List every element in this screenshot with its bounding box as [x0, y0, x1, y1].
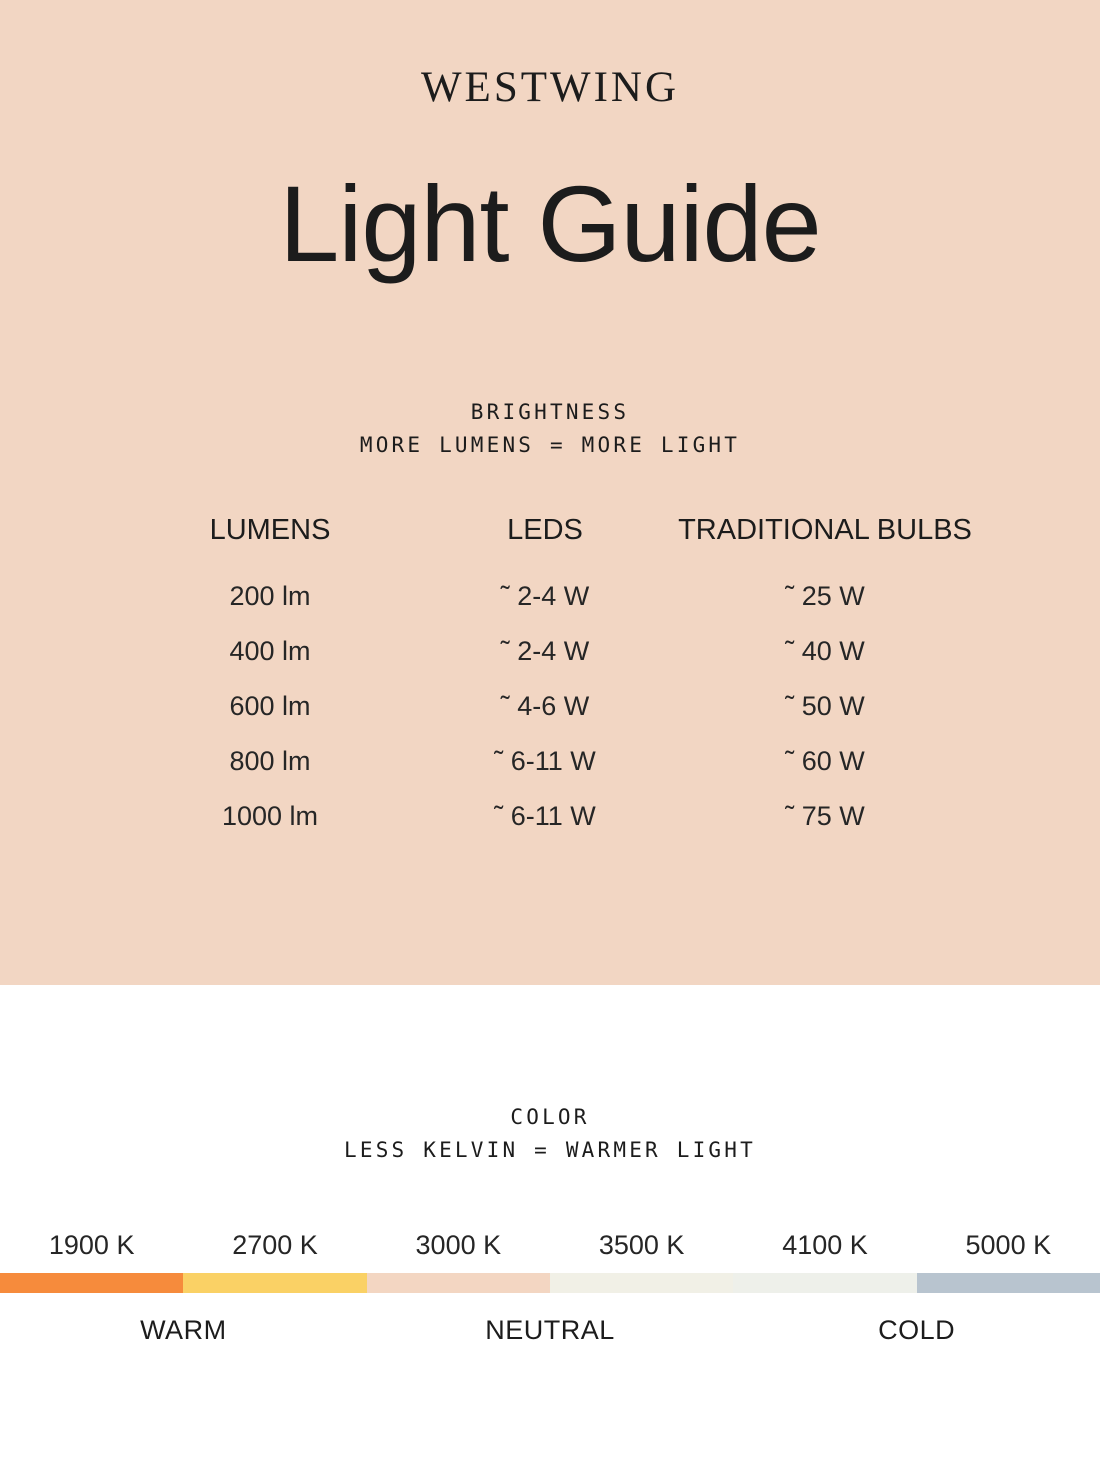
cell-lumens: 200 lm [229, 581, 311, 612]
cell-lumens: 600 lm [229, 691, 311, 722]
table-row [120, 679, 980, 734]
page-title: Light Guide [279, 163, 821, 284]
cell-leds: ˜ 6-11 W [494, 801, 596, 832]
gradient-segment-3500k [550, 1273, 733, 1293]
column-header-lumens: LUMENS [209, 514, 331, 547]
color-heading-block [0, 985, 1100, 1162]
brightness-table [120, 514, 980, 844]
table-row [120, 624, 980, 679]
color-temperature-panel [0, 985, 1100, 1467]
gradient-segment-3000k [367, 1273, 550, 1293]
cell-lumens: 400 lm [229, 636, 311, 667]
color-subheading: LESS KELVIN = WARMER LIGHT [344, 1138, 756, 1162]
cell-leds: ˜ 2-4 W [500, 636, 590, 667]
cell-leds: ˜ 2-4 W [500, 581, 590, 612]
cell-leds: ˜ 4-6 W [500, 691, 590, 722]
table-row [120, 569, 980, 624]
kelvin-label: 2700 K [232, 1230, 318, 1260]
gradient-segment-2700k [183, 1273, 366, 1293]
cell-traditional: ˜ 60 W [785, 746, 865, 777]
gradient-segment-4100k [733, 1273, 916, 1293]
kelvin-scale-labels [0, 1230, 1100, 1261]
cell-traditional: ˜ 40 W [785, 636, 865, 667]
cell-traditional: ˜ 50 W [785, 691, 865, 722]
cell-traditional: ˜ 25 W [785, 581, 865, 612]
brand-wordmark: WESTWING [420, 64, 680, 111]
kelvin-label: 3500 K [598, 1230, 685, 1260]
brightness-subheading: MORE LUMENS = MORE LIGHT [359, 433, 741, 458]
color-temperature-gradient [0, 1273, 1100, 1293]
brightness-heading-block [0, 400, 1100, 457]
kelvin-label: 3000 K [415, 1230, 502, 1260]
cell-lumens: 1000 lm [221, 801, 319, 832]
color-heading: COLOR [510, 1105, 590, 1129]
kelvin-label: 4100 K [782, 1230, 868, 1260]
color-range-labels [0, 1315, 1100, 1346]
range-label-cold: COLD [878, 1315, 956, 1345]
brightness-heading: BRIGHTNESS [470, 400, 630, 425]
range-label-warm: WARM [140, 1315, 227, 1345]
gradient-segment-5000k [917, 1273, 1100, 1293]
gradient-segment-1900k [0, 1273, 183, 1293]
kelvin-label: 1900 K [48, 1230, 135, 1260]
cell-traditional: ˜ 75 W [785, 801, 865, 832]
table-row [120, 789, 980, 844]
table-header-row [120, 514, 980, 569]
range-label-neutral: NEUTRAL [485, 1315, 615, 1345]
column-header-traditional-bulbs: TRADITIONAL BULBS [678, 514, 972, 547]
column-header-leds: LEDS [507, 514, 583, 547]
kelvin-label: 5000 K [965, 1230, 1052, 1260]
cell-leds: ˜ 6-11 W [494, 746, 596, 777]
table-row [120, 734, 980, 789]
cell-lumens: 800 lm [229, 746, 311, 777]
